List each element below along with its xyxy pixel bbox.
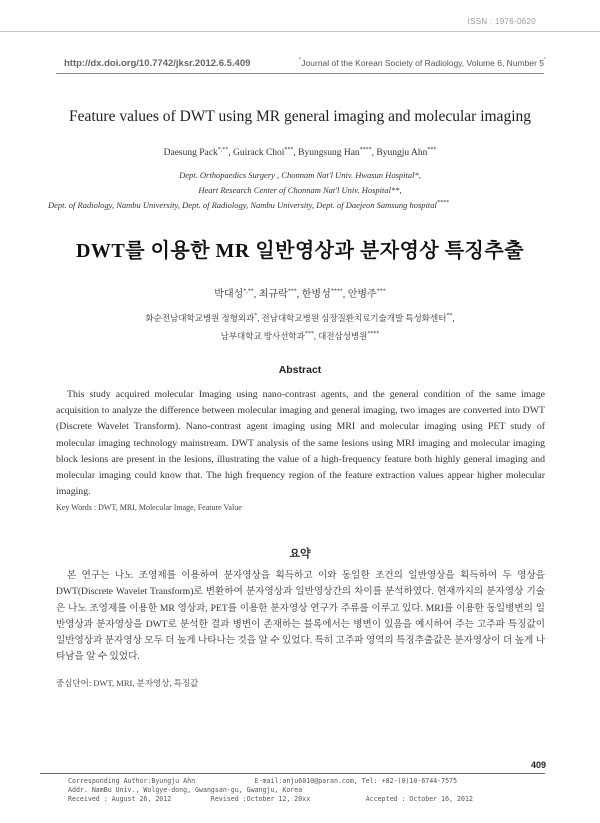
affiliation-en: Heart Research Center of Chonnam Nat'l Univ. Hospital**, <box>198 185 402 195</box>
author: 박대성 <box>214 289 244 300</box>
corresponding-author: Corresponding Author:Byungju Ahn E-mail:anju6010@paran.com, Tel: +82-(0)10-6744-7575 <box>68 777 458 785</box>
keywords-kr: 중심단어: DWT, MRI, 분자영상, 특징값 <box>56 678 199 688</box>
author: Guirack Choi <box>232 148 285 159</box>
authors-en: Daesung Pack*,**, Guirack Choi***, Byungsung Han****, Byungju Ahn*** <box>163 147 437 159</box>
footer-rule <box>40 773 545 774</box>
author: 안병주 <box>347 289 377 300</box>
issn: ISSN : 1976-0620 <box>467 17 536 26</box>
abstract-heading: Abstract <box>278 364 322 376</box>
summary-body-kr: 본 연구는 나노 조영제를 이용하여 분자영상을 획득하고 이와 동일한 조건의 일반영상을 획득하여 두 영상을 DWT(Discrete Wavelet Transform)로 변환하여 분자영상과 일반영상간의 차이를 분석하였다. 현재까지의 분자영상 기술은 나노 조영제를 이용한 MR 영상과, PET를 이용한 분자영상 연구가 주류를 이루고 있다. MRI를 이용한 동일병변의 일반영상과 분자영상을 DWT로 분석한 결과 병변이 존재하는 블록에서는 병변이 있음을 예시하여 주는 고주파 특징값이 일반영상과 분자영상 모두 더 높게 나타나는 것을 알 수 있었다. 특히 고주파 영역의 특징추출값은 분자영상이 더 높게 나타남을 알 수 있었다. <box>56 570 545 663</box>
journal-name: “Journal of the Korean Society of Radiology, Volume 6, Number 5” <box>299 58 546 68</box>
affiliation-en: Dept. of Radiology, Nambu University, Dept. of Radiology, Nambu University, Dept. of Daejeon Samsung hospital**** <box>48 200 449 210</box>
doi-link[interactable]: http://dx.doi.org/10.7742/jksr.2012.6.5.409 <box>64 58 251 69</box>
header-rule <box>56 73 544 74</box>
author: 한병성 <box>301 289 331 300</box>
affiliation-kr: 화순전남대학교병원 정형외과*, 전남대학교병원 심장질환치료기술개발 특성화센터**, <box>145 313 455 323</box>
authors-kr: 박대성*,**, 최규락***, 한병성****, 안병주*** <box>214 288 386 300</box>
abstract-body: This study acquired molecular Imaging using nano-contrast agents, and the general condition of the same image acquisition to analyze the difference between molecular imaging and general imaging, two images are converted into DWT (Discrete Wavelet Transform). Nano-contrast agent imaging using MRI and molecular imaging using PET study of molecular imaging technology mainstream. DWT analysis of the same lesions using MRI imaging and molecular imaging block lesions are present in the lesions, illustrating the value of a high-frequency feature both highly general imaging and molecular imaging could know that. The high frequency region of the feature extraction values appear higher molecular imaging. <box>56 389 545 498</box>
dates: Received : August 26, 2012 Revised :October 12, 20xx Accepted : October 16, 2012 <box>68 795 473 803</box>
page-number: 409 <box>530 760 546 770</box>
address: Addr. NamBu Univ., Wolgye-dong, Gwangsan-gu, Gwangju, Korea <box>68 786 303 794</box>
keywords-en: Key Words : DWT, MRI, Molecular Image, Feature Value <box>56 503 242 512</box>
author: 최규락 <box>258 289 288 300</box>
author: Byungsung Han <box>298 148 360 159</box>
top-rule <box>0 31 600 32</box>
author: Daesung Pack <box>163 148 218 159</box>
affiliation-kr: 남부대학교 방사선학과***, 대전삼성병원**** <box>220 331 380 341</box>
paper-title-kr: DWT를 이용한 MR 일반영상과 분자영상 특징추출 <box>75 240 525 262</box>
summary-heading-kr: 요약 <box>289 548 311 560</box>
affiliation-en: Dept. Orthopaedics Surgery , Chonnam Nat'l Univ. Hwasun Hospital*, <box>179 170 421 180</box>
author: Byungju Ahn <box>376 148 428 159</box>
paper-title-en: Feature values of DWT using MR general imaging and molecular imaging <box>68 108 531 125</box>
